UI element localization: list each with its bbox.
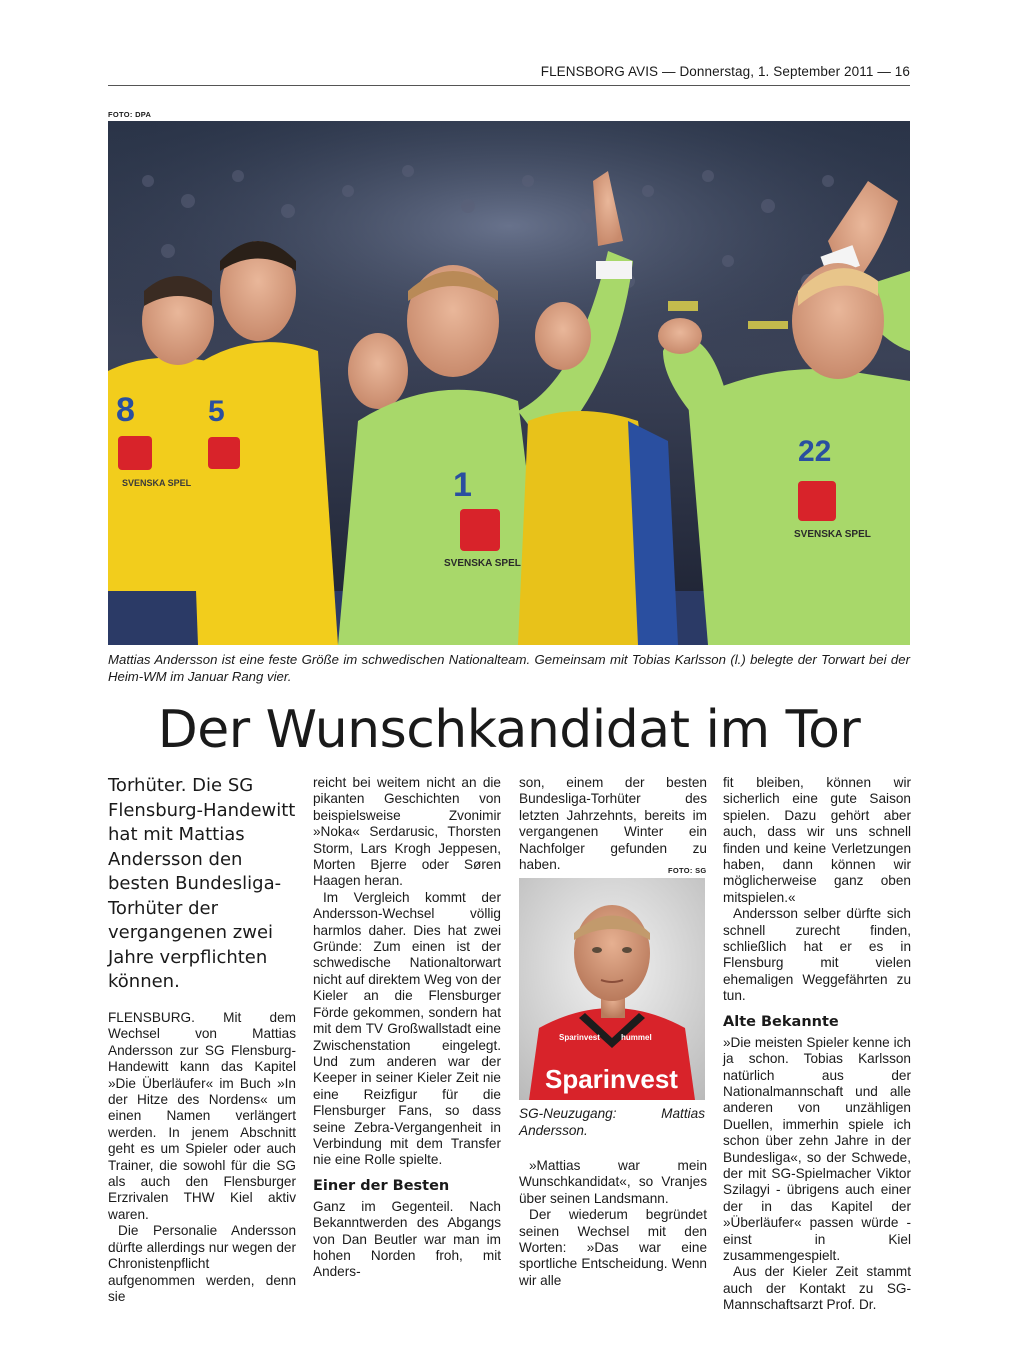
col2-paragraph-3: Ganz im Gegenteil. Nach Bekanntwerden des Abgangs von Dan Beutler war man im hohen Norden froh, mit Anders- xyxy=(313,1198,501,1280)
main-photo-caption: Mattias Andersson ist eine feste Größe im schwedischen Nationalteam. Gemeinsam mit Tobias Karlsson (l.) belegte der Torwart bei der Heim-WM im Januar Rang vier. xyxy=(108,652,910,684)
portrait-photo xyxy=(519,878,705,1100)
col2-paragraph-2: Im Vergleich kommt der Andersson-Wechsel völlig harmlos daher. Dies hat zwei Gründe: Zum einen ist der schwedische Nationaltorwart nicht auf direktem Weg von der Kieler an die Flensburger Förde gekommen, sondern hat mit dem TV Großwallstadt eine Zwischenstation eingelegt. Und zum anderen war der Keeper in seiner Kieler Zeit nie eine Reizfigur für die Flensburger Fans, so dass seine Zebra-Vergangenheit in Verbindung mit dem Transfer nie eine Rolle spielte. xyxy=(313,889,501,1168)
col4-paragraph-3: »Die meisten Spieler kenne ich ja schon. Tobias Karlsson natürlich aus der Nationalmannschaft und alle anderen von unzähligen Duellen, immerhin spiele ich schon über zehn Jahre in der Bundesliga«, so der Schwede, der mit SG-Spielmacher Viktor Szilagyi - übrigens auch einer der in das Kapitel der »Überläufer« passen würde - einst in Kiel zusammengespielt. xyxy=(723,1034,911,1263)
header-divider xyxy=(108,85,910,86)
col3-paragraph-3: Der wiederum begründet seinen Wechsel mit den Worten: »Das war eine sportliche Entscheidung. Wenn wir alle xyxy=(519,1207,707,1288)
headline: Der Wunschkandidat im Tor xyxy=(157,700,861,760)
small-photo-credit: FOTO: SG xyxy=(668,866,707,875)
portrait-caption: SG-Neuzugang: Mattias Andersson. xyxy=(519,1106,705,1138)
main-photo-credit: FOTO: DPA xyxy=(108,110,152,119)
col4-paragraph-4: Aus der Kieler Zeit stammt auch der Kontakt zu SG-Mannschaftsarzt Prof. Dr. xyxy=(723,1264,911,1313)
column-3-lower xyxy=(519,1158,707,1289)
col3-paragraph-2: »Mattias war mein Wunschkandidat«, so Vranjes über seinen Landsmann. xyxy=(519,1158,707,1206)
jersey-text-left: SVENSKA SPEL xyxy=(122,478,192,488)
svg-text:8: 8 xyxy=(116,391,135,429)
col4-paragraph-1: fit bleiben, können wir sicherlich eine gute Saison spielen. Dazu gehört aber auch, dass wir uns schnell finden und keine Verletzungen haben, dann können wir möglicherweise ganz oben mitspielen.« xyxy=(723,775,911,905)
jersey-text-small-2: hummel xyxy=(621,1033,652,1042)
page-header: FLENSBORG AVIS — Donnerstag, 1. September 2011 — 16 xyxy=(540,64,910,79)
main-photo xyxy=(108,121,910,645)
col2-paragraph-1: reicht bei weitem nicht an die pikanten Geschichten von beispielsweise Zvonimir »Noka« Serdarusic, Thorsten Storm, Lars Krogh Jeppesen, Morten Bjerre oder Søren Haagen heran. xyxy=(313,775,501,889)
jersey-text-small-3: Sparinvest xyxy=(545,1064,678,1094)
jersey-text-centre: SVENSKA SPEL xyxy=(444,558,521,569)
column-2 xyxy=(313,775,501,1281)
subhead-alte-bekannte: Alte Bekannte xyxy=(723,1013,839,1030)
svg-text:22: 22 xyxy=(798,435,832,468)
jersey-text-right: SVENSKA SPEL xyxy=(794,529,871,540)
col4-paragraph-2: Andersson selber dürfte sich schnell zurecht finden, schließlich hat er es in Flensburg mit vielen ehemaligen Weggefährten zu tun. xyxy=(723,906,911,1004)
lead-paragraph: Torhüter. Die SG Flensburg-Handewitt hat mit Mattias Andersson den besten Bundesliga-Torhüter der vergangenen zwei Jahre verpflichten können. xyxy=(108,775,296,992)
svg-text:5: 5 xyxy=(208,395,225,428)
col1-paragraph-1: FLENSBURG. Mit dem Wechsel von Mattias Andersson zur SG Flensburg-Handewitt kann das Kapitel »Die Überläufer« im Buch »In der Hitze des Nordens« um einen Namen verlängert werden. In jenem Abschnitt geht es um Spieler oder auch Trainer, die sowohl für die SG als auch den Flensburger Erzrivalen THW Kiel aktiv waren. xyxy=(108,1010,296,1222)
subhead-einer-der-besten: Einer der Besten xyxy=(313,1177,450,1194)
column-4 xyxy=(723,775,911,1314)
jersey-text-small-1: Sparinvest xyxy=(559,1033,600,1042)
column-1 xyxy=(108,1010,296,1305)
svg-text:1: 1 xyxy=(453,466,472,504)
col3-paragraph-1: son, einem der besten Bundesliga-Torhüter des letzten Jahrzehnts, bereits im vergangenen Winter ein Nachfolger gefunden zu haben. xyxy=(519,775,707,873)
col1-paragraph-2: Die Personalie Andersson dürfte allerdings nur wegen der Chronistenpflicht aufgenommen werden, denn sie xyxy=(108,1223,296,1304)
column-3 xyxy=(519,775,707,873)
